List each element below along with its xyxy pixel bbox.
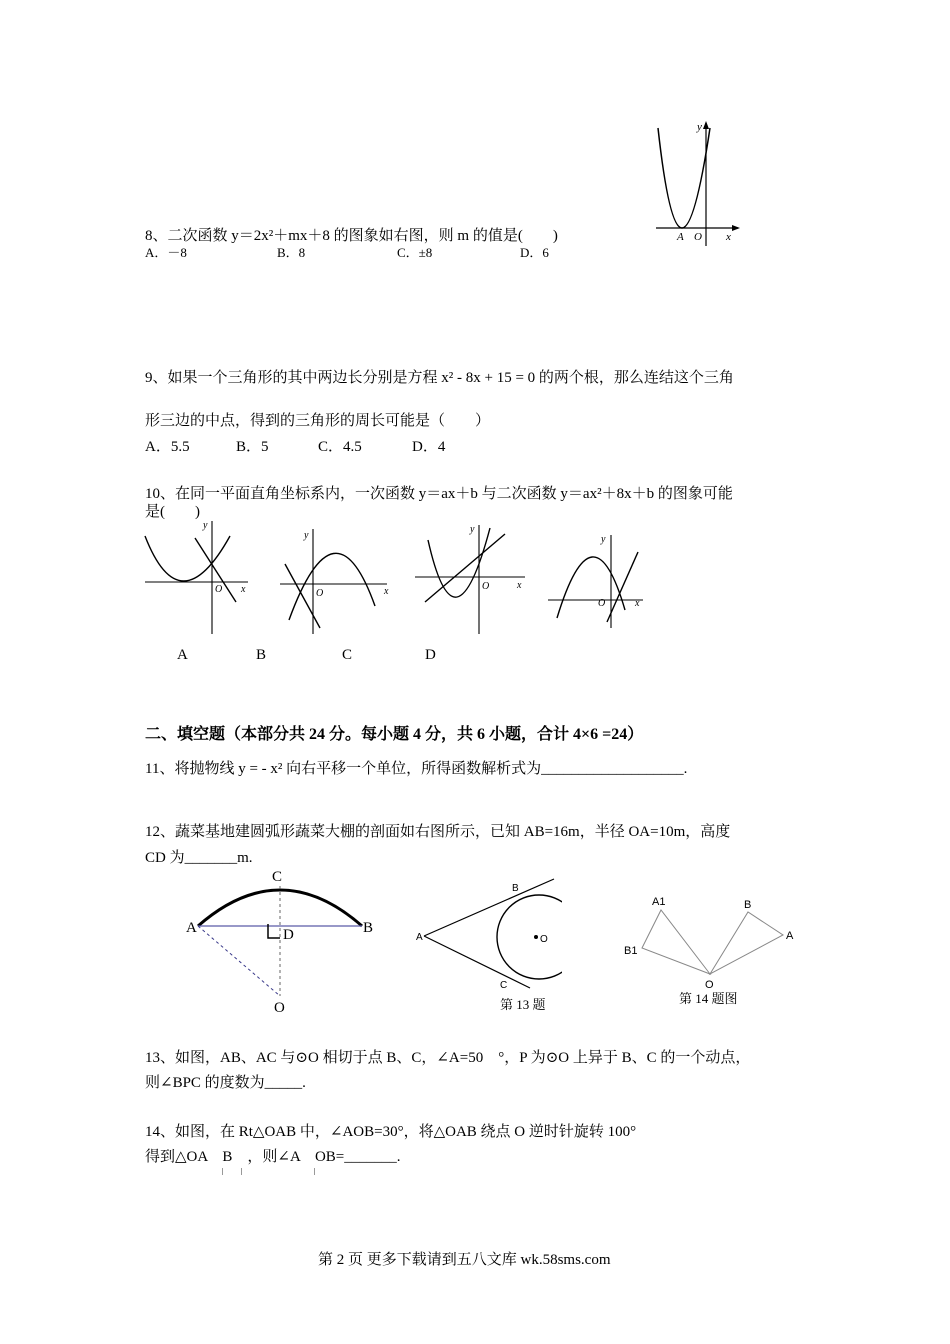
q14-prime-mark-2 <box>241 1168 242 1175</box>
q8-option-b: B．8 <box>277 245 306 260</box>
fig13-o: O <box>540 934 548 945</box>
q10b-y: y <box>304 530 309 541</box>
fig14-b1: B1 <box>624 945 638 957</box>
q9-option-d: D．4 <box>412 439 446 455</box>
q10-graph-d <box>543 530 651 630</box>
page-footer: 第 2 页 更多下载请到五八文库 wk.58sms.com <box>318 1252 611 1268</box>
q10-choice-d: D <box>425 647 436 663</box>
q9-line1: 9、如果一个三角形的其中两边长分别是方程 x² - 8x + 15 = 0 的两个根，那么连结这个三角 <box>145 370 734 386</box>
fig12-c: C <box>272 869 283 885</box>
fig13-tangent-diagram <box>412 876 562 994</box>
fig12-d: D <box>283 927 294 943</box>
fig14-b: B <box>744 899 752 911</box>
fig14-a1: A1 <box>652 896 666 908</box>
q10a-o: O <box>215 584 223 595</box>
fig12-o: O <box>274 1000 285 1016</box>
q10b-x: x <box>384 586 389 597</box>
q13-line2: 则∠BPC 的度数为_____. <box>145 1075 306 1091</box>
q10-graph-b <box>275 524 395 636</box>
q10d-y: y <box>601 534 606 545</box>
q10-graph-a <box>140 516 255 636</box>
q12-line2: CD 为_______m. <box>145 850 253 866</box>
q9-option-c: C．4.5 <box>318 439 362 455</box>
q10-line1: 10、在同一平面直角坐标系内，一次函数 y＝ax＋b 与二次函数 y＝ax²＋8x＋b 的图象可能 <box>145 486 733 502</box>
q10d-o: O <box>598 598 606 609</box>
fig13-b: B <box>512 883 519 894</box>
q10-choice-b: B <box>256 647 267 663</box>
fig14-o: O <box>705 979 714 991</box>
fig14-rotation-diagram <box>618 892 808 992</box>
q10d-x: x <box>635 598 640 609</box>
q10a-y: y <box>203 520 208 531</box>
q10b-o: O <box>316 588 324 599</box>
q10c-y: y <box>470 524 475 535</box>
q14-prime-mark-3 <box>314 1168 315 1175</box>
section2-heading: 二、填空题（本部分共 24 分。每小题 4 分，共 6 小题，合计 4×6 =24） <box>145 726 644 743</box>
q8-parabola-graph <box>650 118 745 248</box>
fig14-a: A <box>786 930 794 942</box>
fig13-a: A <box>416 932 423 943</box>
q14-line2: 得到△OA B ，则∠A OB=_______. <box>145 1149 401 1165</box>
q11-text: 11、将抛物线 y = - x² 向右平移一个单位，所得函数解析式为___________________. <box>145 761 688 777</box>
fig13-caption: 第 13 题 <box>500 997 546 1012</box>
q10c-o: O <box>482 581 490 592</box>
q10-graph-c <box>410 520 530 636</box>
q9-option-b: B．5 <box>236 439 269 455</box>
q8-option-a: A．－8 <box>145 245 187 260</box>
q10a-x: x <box>241 584 246 595</box>
q8-o-label: O <box>694 231 702 243</box>
q9-option-a: A．5.5 <box>145 439 190 455</box>
fig13-c: C <box>500 980 508 991</box>
q8-a-label: A <box>677 231 684 243</box>
q14-line1: 14、如图，在 Rt△OAB 中，∠AOB=30°，将△OAB 绕点 O 逆时针旋转 100° <box>145 1124 637 1140</box>
fig14-caption: 第 14 题图 <box>679 991 738 1006</box>
fig12-b: B <box>363 920 374 936</box>
q10-choice-c: C <box>342 647 353 663</box>
q10-line2: 是( ) <box>145 504 200 520</box>
fig12-a: A <box>186 920 197 936</box>
q13-line1: 13、如图，AB、AC 与⊙O 相切于点 B、C，∠A=50 °，P 为⊙O 上异于 B、C 的一个动点， <box>145 1050 751 1066</box>
q12-line1: 12、蔬菜基地建圆弧形蔬菜大棚的剖面如右图所示，已知 AB=16m，半径 OA=10m，高度 <box>145 824 731 840</box>
q10-choice-a: A <box>177 647 188 663</box>
q14-prime-mark-1 <box>222 1168 223 1175</box>
q10c-x: x <box>517 580 522 591</box>
q8-x-label: x <box>726 231 731 243</box>
q9-line2: 形三边的中点，得到的三角形的周长可能是（ ） <box>145 413 491 429</box>
q8-stem: 8、二次函数 y＝2x²＋mx＋8 的图象如右图，则 m 的值是( ) <box>145 228 558 244</box>
q8-y-label: y <box>697 121 702 133</box>
q8-option-c: C．±8 <box>397 245 433 260</box>
q8-option-d: D．6 <box>520 245 549 260</box>
fig12-arc-diagram <box>180 866 380 1016</box>
